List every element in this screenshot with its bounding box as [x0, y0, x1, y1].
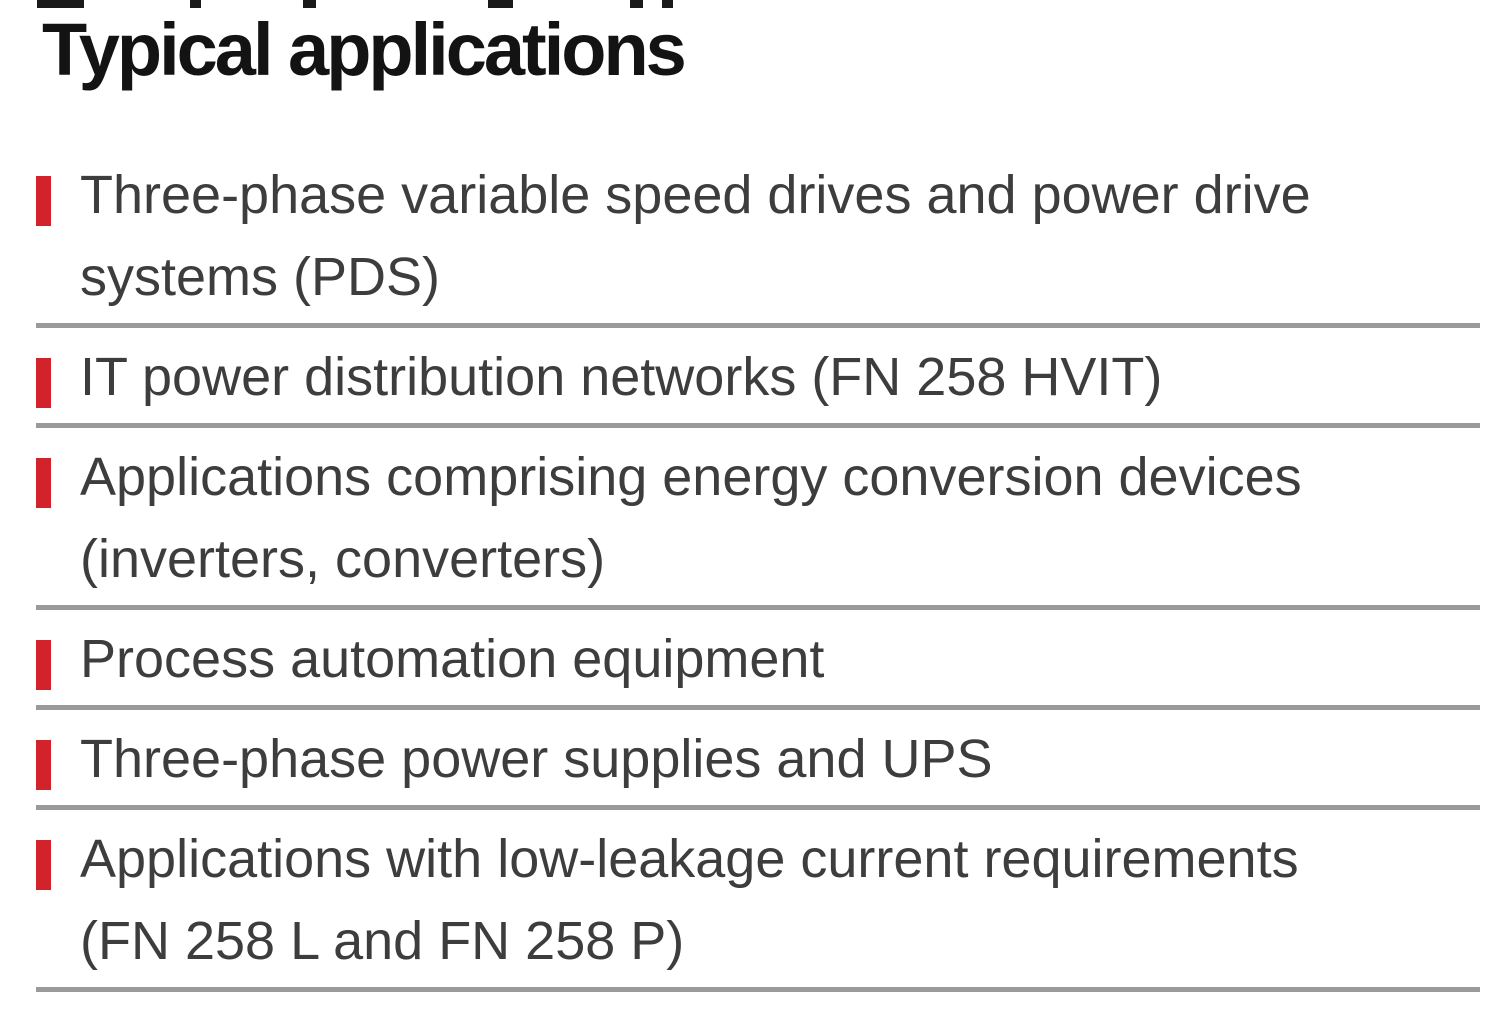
red-bullet-marker [36, 640, 51, 690]
list-item-line: Applications comprising energy conversion devices [80, 447, 1302, 507]
list-item-line: IT power distribution networks (FN 258 HVIT) [80, 347, 1163, 407]
red-bullet-marker [36, 458, 51, 508]
list-item-text [80, 436, 1302, 600]
list-item [36, 146, 1480, 328]
list-item-line: systems (PDS) [80, 247, 441, 307]
red-bullet-marker [36, 176, 51, 226]
applications-list [36, 146, 1480, 992]
red-bullet-marker [36, 358, 51, 408]
list-item [36, 810, 1480, 992]
list-item-line: Three-phase variable speed drives and power drive [80, 165, 1311, 225]
list-item [36, 328, 1480, 428]
list-item-line: (inverters, converters) [80, 529, 606, 589]
list-item-text [80, 818, 1299, 982]
list-item-line: Process automation equipment [80, 629, 825, 689]
list-item-text [80, 154, 1311, 318]
list-item-text [80, 718, 993, 800]
list-item [36, 710, 1480, 810]
list-item-text [80, 618, 824, 700]
red-bullet-marker [36, 740, 51, 790]
list-item-text [80, 336, 1162, 418]
list-item-line: Applications with low-leakage current requirements [80, 829, 1299, 889]
list-item [36, 610, 1480, 710]
page-title: Typical applications [42, 8, 684, 91]
list-item-line: (FN 258 L and FN 258 P) [80, 911, 685, 971]
red-bullet-marker [36, 840, 51, 890]
list-item-line: Three-phase power supplies and UPS [80, 729, 993, 789]
list-item [36, 428, 1480, 610]
